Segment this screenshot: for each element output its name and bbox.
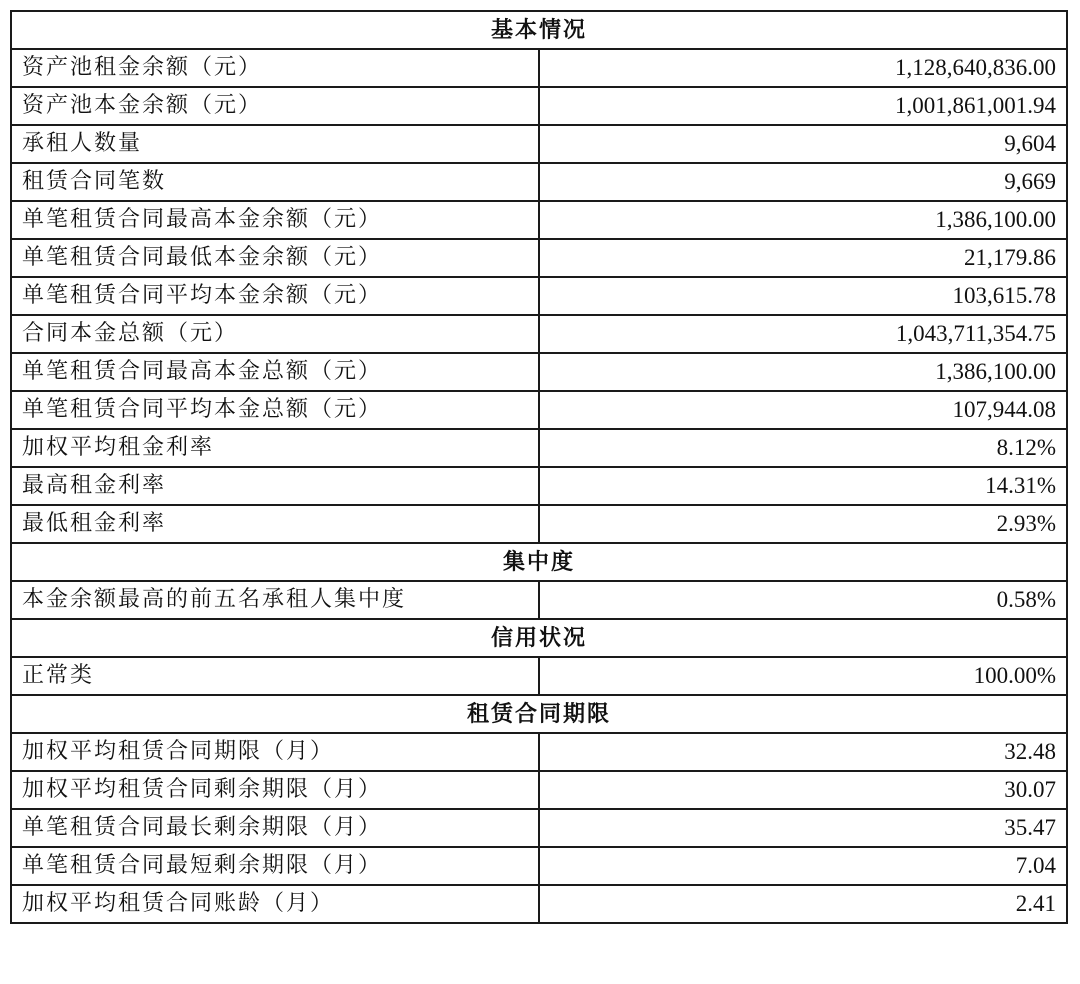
row-value: 2.41 (539, 885, 1067, 923)
row-value: 0.58% (539, 581, 1067, 619)
section-title: 信用状况 (11, 619, 1067, 657)
table-row (11, 391, 1067, 429)
row-label: 加权平均租赁合同期限（月） (11, 733, 539, 771)
table-row (11, 353, 1067, 391)
table-row (11, 315, 1067, 353)
table-row (11, 277, 1067, 315)
row-label: 资产池租金余额（元） (11, 49, 539, 87)
row-value: 9,669 (539, 163, 1067, 201)
section-header-row (11, 695, 1067, 733)
row-label: 本金余额最高的前五名承租人集中度 (11, 581, 539, 619)
row-value: 9,604 (539, 125, 1067, 163)
section-header-row (11, 11, 1067, 49)
table-row (11, 239, 1067, 277)
row-value: 1,001,861,001.94 (539, 87, 1067, 125)
row-label: 加权平均租赁合同账龄（月） (11, 885, 539, 923)
row-value: 7.04 (539, 847, 1067, 885)
row-value: 30.07 (539, 771, 1067, 809)
row-value: 103,615.78 (539, 277, 1067, 315)
row-label: 单笔租赁合同最低本金余额（元） (11, 239, 539, 277)
section-title: 集中度 (11, 543, 1067, 581)
table-row (11, 733, 1067, 771)
row-value: 1,386,100.00 (539, 353, 1067, 391)
asset-pool-summary-table (10, 10, 1068, 924)
row-label: 加权平均租金利率 (11, 429, 539, 467)
row-value: 14.31% (539, 467, 1067, 505)
row-label: 单笔租赁合同最长剩余期限（月） (11, 809, 539, 847)
table-row (11, 581, 1067, 619)
table-row (11, 505, 1067, 543)
table-row (11, 49, 1067, 87)
table-row (11, 163, 1067, 201)
row-label: 加权平均租赁合同剩余期限（月） (11, 771, 539, 809)
row-value: 8.12% (539, 429, 1067, 467)
row-value: 107,944.08 (539, 391, 1067, 429)
row-label: 最高租金利率 (11, 467, 539, 505)
table-row (11, 467, 1067, 505)
row-value: 32.48 (539, 733, 1067, 771)
table-row (11, 847, 1067, 885)
table-body (11, 11, 1067, 923)
row-label: 承租人数量 (11, 125, 539, 163)
row-value: 1,128,640,836.00 (539, 49, 1067, 87)
row-label: 正常类 (11, 657, 539, 695)
row-label: 单笔租赁合同最高本金总额（元） (11, 353, 539, 391)
row-label: 单笔租赁合同平均本金余额（元） (11, 277, 539, 315)
row-value: 1,386,100.00 (539, 201, 1067, 239)
table-row (11, 87, 1067, 125)
section-header-row (11, 619, 1067, 657)
row-value: 35.47 (539, 809, 1067, 847)
table-row (11, 201, 1067, 239)
section-header-row (11, 543, 1067, 581)
section-title: 基本情况 (11, 11, 1067, 49)
table-row (11, 771, 1067, 809)
row-label: 单笔租赁合同最高本金余额（元） (11, 201, 539, 239)
row-label: 单笔租赁合同平均本金总额（元） (11, 391, 539, 429)
row-label: 合同本金总额（元） (11, 315, 539, 353)
row-label: 租赁合同笔数 (11, 163, 539, 201)
section-title: 租赁合同期限 (11, 695, 1067, 733)
row-value: 2.93% (539, 505, 1067, 543)
row-value: 1,043,711,354.75 (539, 315, 1067, 353)
table-row (11, 809, 1067, 847)
table-row (11, 429, 1067, 467)
table-row (11, 657, 1067, 695)
row-value: 100.00% (539, 657, 1067, 695)
table-row (11, 125, 1067, 163)
table-row (11, 885, 1067, 923)
row-value: 21,179.86 (539, 239, 1067, 277)
row-label: 资产池本金余额（元） (11, 87, 539, 125)
row-label: 单笔租赁合同最短剩余期限（月） (11, 847, 539, 885)
row-label: 最低租金利率 (11, 505, 539, 543)
